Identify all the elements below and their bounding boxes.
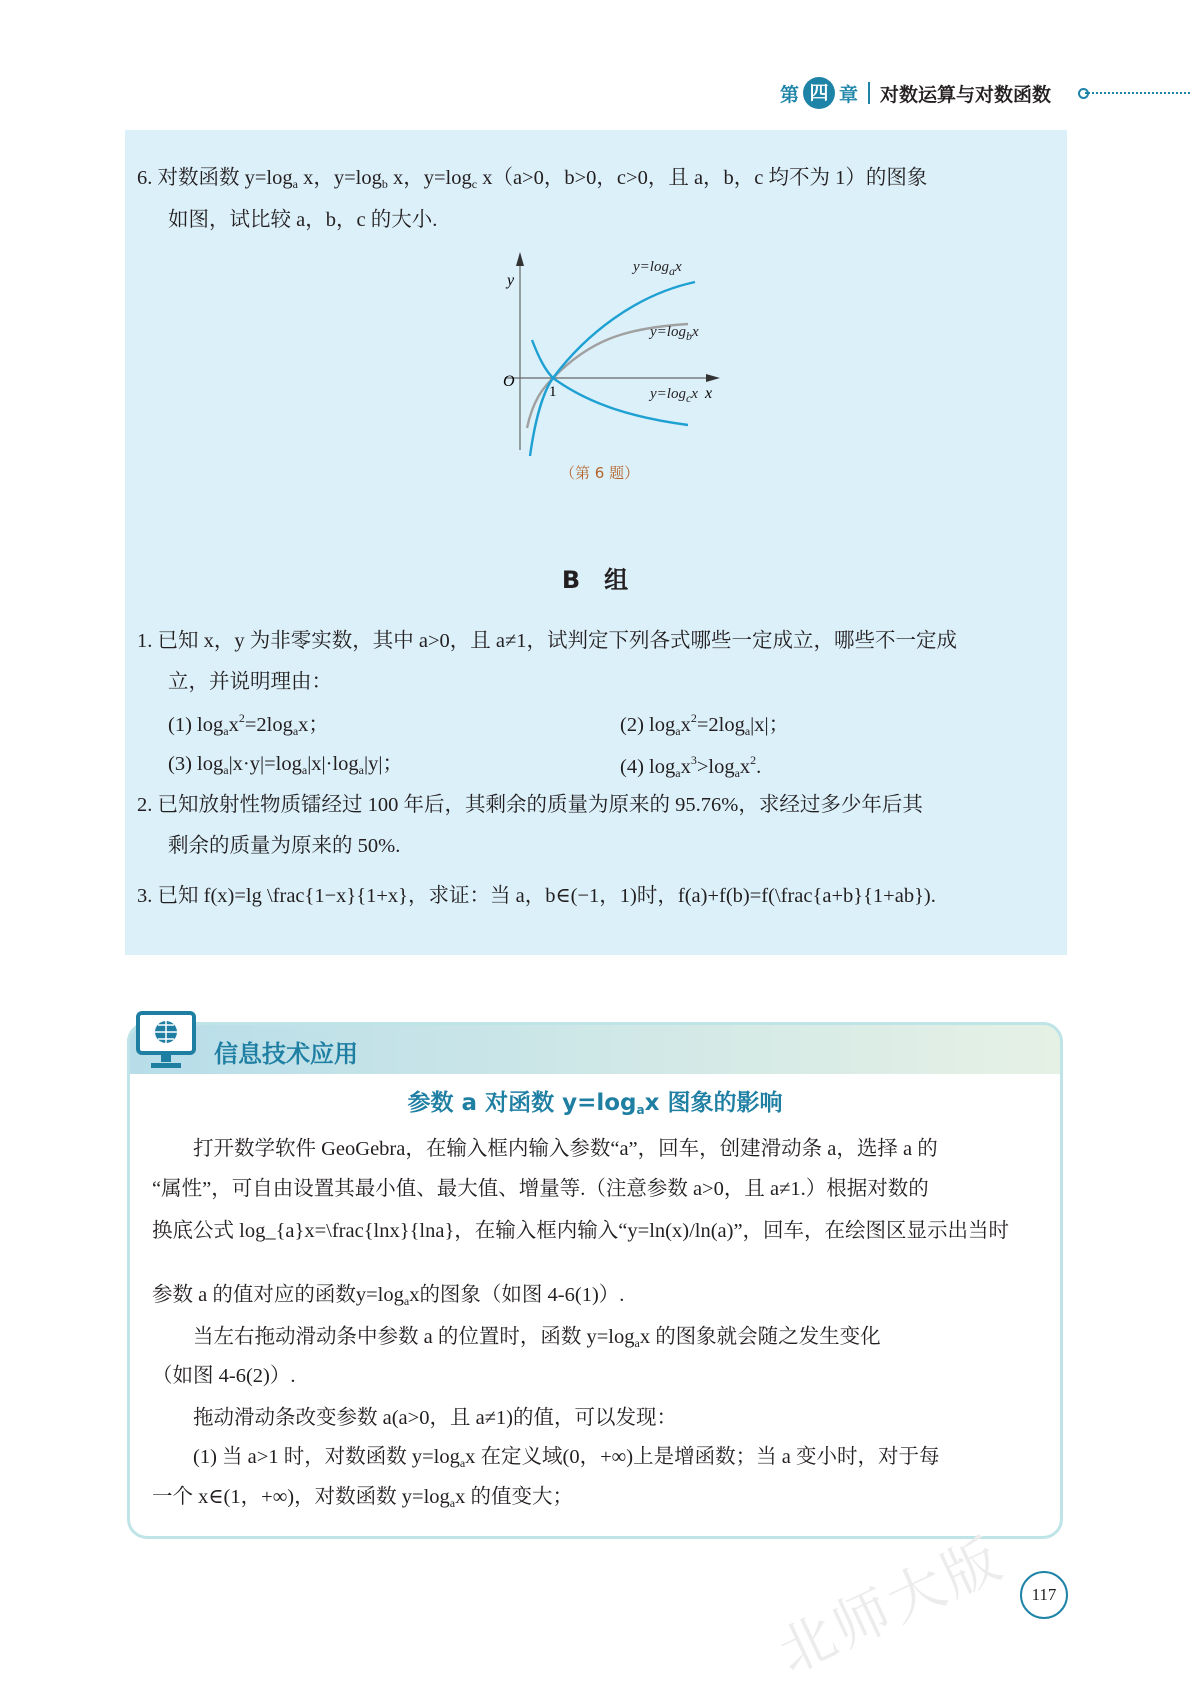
one-label: 1 (549, 384, 557, 400)
curve-log-c (532, 340, 688, 425)
b1-item-3: (3) $\log_a|x\cdot y|=\log_a|x|\cdot\log_a|y|$； (168, 753, 403, 777)
info-line-9: 一个 x∈(1，+∞)，对数函数 $y=\log_ax$ 的值变大； (152, 1486, 573, 1510)
info-section-title: 信息技术应用 (214, 1040, 358, 1068)
chapter-number: 四 (803, 77, 835, 109)
b1-item-2: (2) $\log_ax^2=2\log_a|x|$； (620, 711, 790, 738)
curve-b-label: $y=\log_bx$ (650, 324, 699, 343)
header-dotted-line (1085, 92, 1190, 94)
group-b-title: B 组 (561, 566, 629, 594)
q6-figure (495, 250, 725, 460)
chapter-title: 对数运算与对数函数 (880, 83, 1052, 106)
info-line-7: 拖动滑动条改变参数 a(a>0，且 a≠1)的值，可以发现： (152, 1407, 678, 1429)
curve-a-label: $y=\log_ax$ (633, 259, 682, 278)
computer-globe-icon (135, 1010, 197, 1072)
info-line-1: 打开数学软件 GeoGebra，在输入框内输入参数“a”，回车，创建滑动条 a，选择 a 的 (152, 1138, 938, 1160)
y-label: y (507, 272, 515, 289)
page-number: 117 (1020, 1571, 1068, 1619)
chapter-suffix: 章 (839, 83, 859, 106)
b2-line-2: 剩余的质量为原来的 50%. (168, 835, 401, 857)
b2-line-1: 2. 已知放射性物质镭经过 100 年后，其剩余的质量为原来的 95.76%，求经过多少年后其 (137, 794, 923, 816)
chapter-prefix: 第 (780, 83, 800, 106)
origin-label: O (503, 373, 515, 390)
info-line-2: “属性”，可自由设置其最小值、最大值、增量等.（注意参数 a>0，且 a≠1.）根据对数的 (152, 1178, 929, 1200)
curve-c-label: $y=\log_cx$ (650, 386, 698, 405)
q6-line-2: 如图，试比较 a，b，c 的大小. (168, 209, 438, 231)
chapter-header (780, 76, 1051, 110)
info-line-5: 当左右拖动滑动条中参数 a 的位置时，函数 $y=\log_ax$ 的图象就会随之发生变化 (152, 1326, 881, 1350)
b1-line-2: 立，并说明理由： (168, 671, 332, 693)
header-divider (868, 82, 870, 104)
x-label: x (705, 385, 713, 402)
info-line-8: (1) 当 a>1 时，对数函数 $y=\log_ax$ 在定义域(0，+∞)上是增函数；当 a 变小时，对于每 (152, 1446, 940, 1470)
watermark: 北师大版 (768, 1525, 1014, 1686)
q6-line-1: 6. 对数函数 $y=\log_a$ x，$y=\log_b$ x，$y=\log_c$ x（a>0，b>0，c>0，且 a，b，c 均不为 1）的图象 (137, 167, 928, 191)
b1-item-4: (4) $\log_ax^3>\log_ax^2$. (620, 753, 762, 780)
info-line-3: 换底公式 log_{a}x=\frac{lnx}{lna}，在输入框内输入“y=ln(x)/ln(a)”，回车，在绘图区显示出当时 (152, 1220, 1010, 1242)
b1-line-1: 1. 已知 x，y 为非零实数，其中 a>0，且 a≠1，试判定下列各式哪些一定成立，哪些不一定成 (137, 630, 958, 652)
figure-caption: （第 6 题） (560, 464, 640, 482)
b3-line: 3. 已知 f(x)=lg \frac{1−x}{1+x}，求证：当 a，b∈(−1，1)时，f(a)+f(b)=f(\frac{a+b}{1+ab}). (137, 885, 936, 907)
b1-item-1: (1) $\log_ax^2=2\log_ax$； (168, 711, 329, 738)
curve-log-a (530, 282, 695, 456)
x-axis-arrow-icon (706, 374, 720, 382)
info-line-6: （如图 4-6(2)）. (152, 1365, 296, 1387)
info-line-4: 参数 a 的值对应的函数$y=\log_ax$的图象（如图 4-6(1)）. (152, 1284, 625, 1308)
info-subtitle: 参数 a 对函数 $y=\log_ax$ 图象的影响 (407, 1090, 783, 1117)
y-axis-arrow-icon (516, 252, 524, 266)
